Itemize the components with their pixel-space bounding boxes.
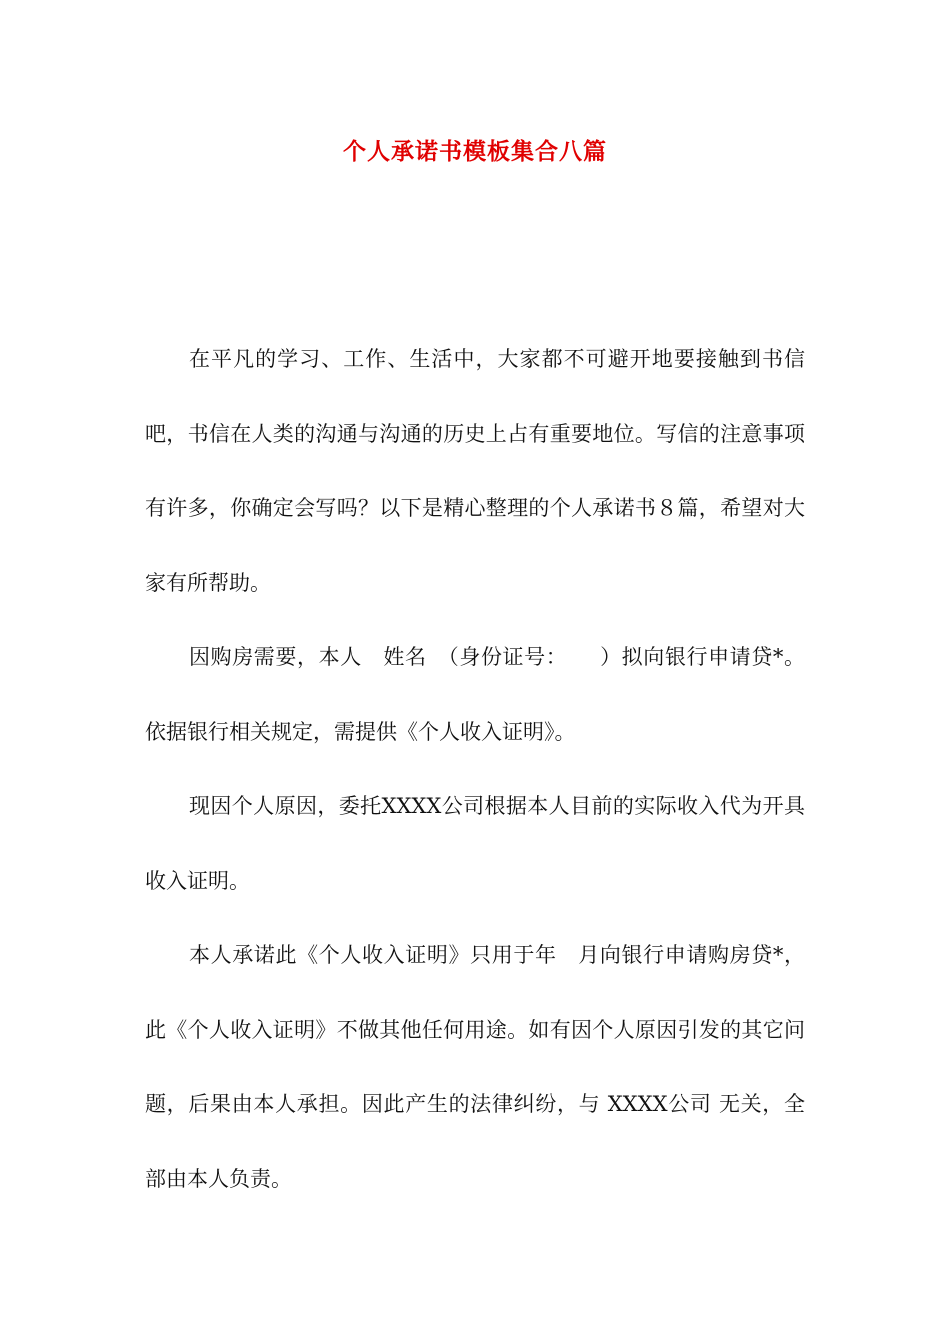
document-title: 个人承诺书模板集合八篇 bbox=[343, 138, 607, 165]
paragraph-intro: 在平凡的学习、工作、生活中，大家都不可避开地要接触到书信吧，书信在人类的沟通与沟通的历史上占有重要地位。写信的注意事项有许多，你确定会写吗？以下是精心整理的个人承诺书８篇，希望对大家有所帮助。 bbox=[145, 347, 805, 595]
paragraph-loan-request: 因购房需要，本人 姓名 （身份证号： ）拟向银行申请贷*。依据银行相关规定，需提供《个人收入证明》。 bbox=[145, 645, 805, 744]
paragraph-entrust: 现因个人原因，委托XXXX公司根据本人目前的实际收入代为开具收入证明。 bbox=[145, 794, 805, 893]
document-body bbox=[145, 322, 805, 1216]
paragraph-commitment: 本人承诺此《个人收入证明》只用于年 月向银行申请购房贷*，此《个人收入证明》不做其他任何用途。如有因个人原因引发的其它问题，后果由本人承担。因此产生的法律纠纷，与 XXXX公司 无关，全部由本人负责。 bbox=[145, 943, 805, 1191]
